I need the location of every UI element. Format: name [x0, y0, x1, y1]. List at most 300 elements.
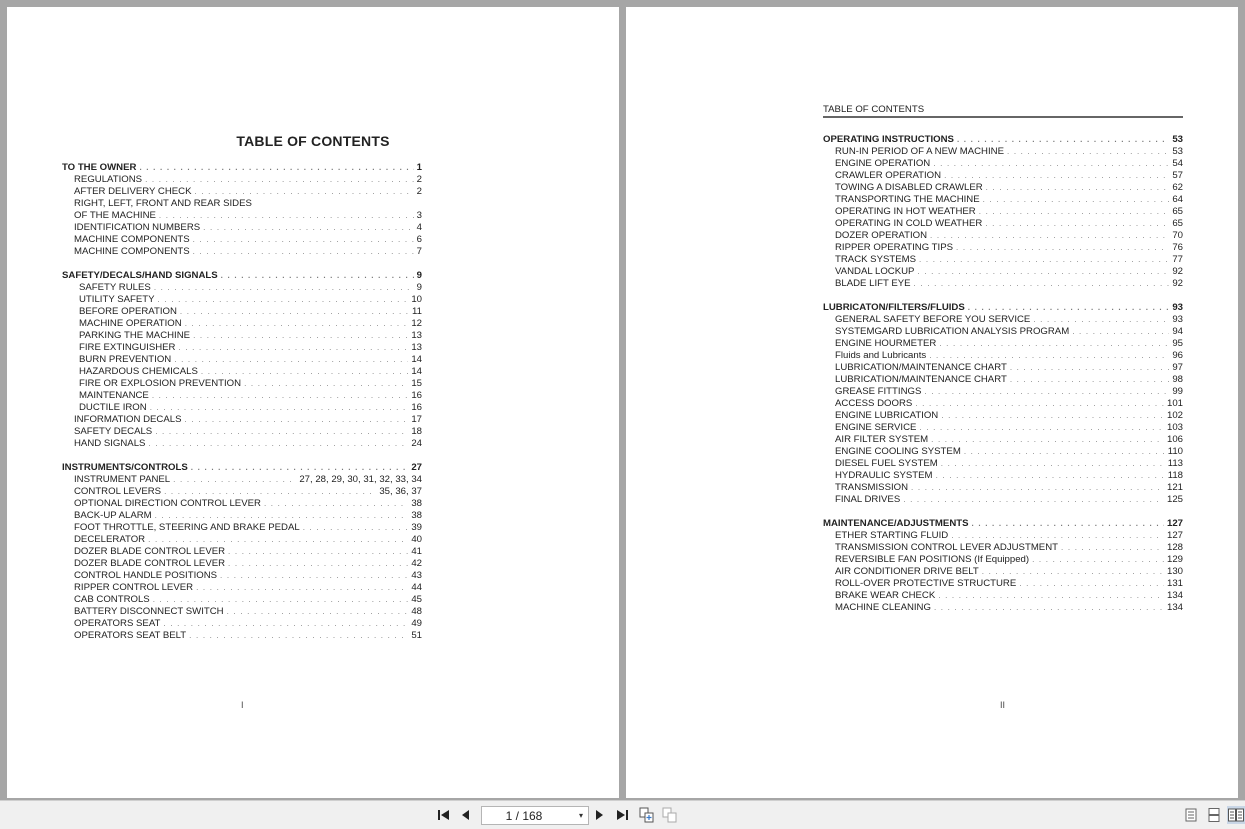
toc-entry[interactable]: [823, 170, 1183, 182]
toc-entry[interactable]: [823, 278, 1183, 290]
dot-leader: [148, 438, 408, 450]
toc-entry-page: 49: [411, 618, 422, 629]
toc-entry-title: ENGINE LUBRICATION: [835, 410, 939, 421]
dot-leader: [180, 306, 409, 318]
toc-entry-page: 101: [1166, 398, 1183, 409]
toc-entry-page: 57: [1172, 170, 1183, 181]
toc-entry[interactable]: [62, 570, 422, 582]
page-number: II: [1000, 700, 1006, 710]
toc-entry-title: AFTER DELIVERY CHECK: [74, 186, 192, 197]
toc-entry[interactable]: [62, 222, 422, 234]
page-title: TABLE OF CONTENTS: [236, 133, 390, 149]
toc-entry[interactable]: [823, 326, 1183, 338]
toc-entry[interactable]: [62, 378, 422, 390]
dot-leader: [228, 558, 408, 570]
toc-entry[interactable]: [823, 482, 1183, 494]
toc-entry-title: RIPPER OPERATING TIPS: [835, 242, 953, 253]
toc-entry-title: IDENTIFICATION NUMBERS: [74, 222, 201, 233]
previous-page-button[interactable]: [456, 805, 476, 825]
dot-leader: [1019, 578, 1164, 590]
dot-leader: [941, 410, 1164, 422]
toc-entry-title: FINAL DRIVES: [835, 494, 901, 505]
toc-entry[interactable]: [62, 246, 422, 258]
toc-section: [62, 162, 422, 258]
toc-entry-page: 96: [1172, 350, 1183, 361]
toc-entry-title: TRANSPORTING THE MACHINE: [835, 194, 980, 205]
toc-entry[interactable]: [62, 330, 422, 342]
toc-entry-page: 128: [1166, 542, 1183, 553]
toc-entry-title: OPERATORS SEAT BELT: [74, 630, 187, 641]
toc-entry-page: 18: [411, 426, 422, 437]
toc-entry-title: REVERSIBLE FAN POSITIONS (If Equipped): [835, 554, 1030, 565]
toc-entry-title: ROLL-OVER PROTECTIVE STRUCTURE: [835, 578, 1017, 589]
toc-entry-page: 65: [1172, 206, 1183, 217]
dot-leader: [194, 186, 413, 198]
toc-entry-title: TO THE OWNER: [62, 162, 137, 173]
last-page-button[interactable]: [612, 805, 632, 825]
toc-entry-page: 2: [416, 186, 422, 197]
toc-entry-title: ENGINE HOURMETER: [835, 338, 937, 349]
toc-entry-title: OPERATING INSTRUCTIONS: [823, 134, 954, 145]
toc-entry-title: REGULATIONS: [74, 174, 143, 185]
two-page-icon: [1228, 808, 1244, 822]
toc-entry-page: 14: [411, 366, 422, 377]
toc-entry-page: 130: [1166, 566, 1183, 577]
toc-entry[interactable]: [823, 158, 1183, 170]
page-number-input[interactable]: [481, 806, 589, 825]
dot-leader: [173, 474, 296, 486]
toc-entry[interactable]: [62, 402, 422, 414]
toc-entry-title: SAFETY RULES: [79, 282, 151, 293]
toc-entry-title: CONTROL LEVERS: [74, 486, 162, 497]
toc-entry[interactable]: [823, 350, 1183, 362]
toc-entry-page: 129: [1166, 554, 1183, 565]
toc-entry[interactable]: [62, 186, 422, 198]
toc-entry[interactable]: [823, 542, 1183, 554]
toc-entry-page: 106: [1166, 434, 1183, 445]
toc-entry[interactable]: [823, 146, 1183, 158]
dot-leader: [933, 158, 1169, 170]
toc-entry-title: FIRE OR EXPLOSION PREVENTION: [79, 378, 242, 389]
toc-entry[interactable]: [62, 594, 422, 606]
dot-leader: [917, 266, 1169, 278]
toc-list: [62, 162, 422, 654]
toc-entry-title: RUN-IN PERIOD OF A NEW MACHINE: [835, 146, 1004, 157]
toc-entry[interactable]: [62, 582, 422, 594]
last-page-icon: [615, 809, 629, 821]
toc-entry-title: MACHINE COMPONENTS: [74, 234, 190, 245]
toc-entry[interactable]: [823, 602, 1183, 614]
dot-leader: [914, 278, 1170, 290]
toc-entry-title: PARKING THE MACHINE: [79, 330, 191, 341]
dot-leader: [244, 378, 408, 390]
toc-entry[interactable]: [823, 566, 1183, 578]
toc-entry-title: DOZER OPERATION: [835, 230, 928, 241]
toc-entry-page: 97: [1172, 362, 1183, 373]
dot-leader: [193, 246, 414, 258]
dot-leader: [163, 618, 408, 630]
dot-leader: [178, 342, 408, 354]
dot-leader: [1007, 146, 1169, 158]
dot-leader: [139, 162, 413, 174]
dot-leader: [939, 338, 1169, 350]
toc-entry[interactable]: [62, 498, 422, 510]
dot-leader: [941, 458, 1165, 470]
toc-entry-page: 134: [1166, 590, 1183, 601]
toc-entry-title: LUBRICATION/MAINTENANCE CHART: [835, 374, 1007, 385]
dot-leader: [191, 462, 409, 474]
toc-entry-title: HAZARDOUS CHEMICALS: [79, 366, 198, 377]
toc-entry[interactable]: [823, 206, 1183, 218]
first-page-button[interactable]: [434, 805, 454, 825]
toc-entry-page: 45: [411, 594, 422, 605]
toc-entry-title: ACCESS DOORS: [835, 398, 913, 409]
toc-entry-page: 10: [411, 294, 422, 305]
toc-entry-page: 9: [416, 282, 422, 293]
add-page-icon: [639, 807, 655, 823]
toc-entry-page: 77: [1172, 254, 1183, 265]
toc-section-heading[interactable]: [823, 518, 1183, 530]
toc-entry[interactable]: [823, 194, 1183, 206]
viewer-toolbar: [0, 800, 1245, 829]
toc-entry[interactable]: [823, 314, 1183, 326]
next-page-button[interactable]: [589, 805, 609, 825]
toc-entry-page: 16: [411, 402, 422, 413]
toc-entry[interactable]: [823, 266, 1183, 278]
toc-entry[interactable]: [62, 486, 422, 498]
toc-section: [823, 134, 1183, 290]
toc-entry-title: TRANSMISSION: [835, 482, 909, 493]
dot-leader: [228, 546, 408, 558]
dot-leader: [1010, 374, 1170, 386]
toc-entry-page: 14: [411, 354, 422, 365]
toc-entry-title: LUBRICATON/FILTERS/FLUIDS: [823, 302, 965, 313]
toc-entry-title: DOZER BLADE CONTROL LEVER: [74, 558, 226, 569]
toc-entry-title: DUCTILE IRON: [79, 402, 147, 413]
toc-entry[interactable]: [823, 458, 1183, 470]
dot-leader: [1010, 362, 1170, 374]
toc-entry-page: 3: [416, 210, 422, 221]
toc-entry-page: 44: [411, 582, 422, 593]
toc-entry[interactable]: [823, 230, 1183, 242]
dot-leader: [203, 222, 414, 234]
toc-entry-page: 4: [416, 222, 422, 233]
toc-list: [823, 134, 1183, 626]
dot-leader: [303, 522, 409, 534]
toc-entry-page: 16: [411, 390, 422, 401]
toc-entry-title: DOZER BLADE CONTROL LEVER: [74, 546, 226, 557]
toc-entry[interactable]: [62, 414, 422, 426]
toc-entry-page: 6: [416, 234, 422, 245]
toc-entry[interactable]: [62, 558, 422, 570]
dot-leader: [193, 234, 414, 246]
toc-entry-title: TRANSMISSION CONTROL LEVER ADJUSTMENT: [835, 542, 1058, 553]
toc-entry-title: SAFETY/DECALS/HAND SIGNALS: [62, 270, 218, 281]
dot-leader: [159, 210, 414, 222]
toc-entry[interactable]: [62, 522, 422, 534]
toc-entry-title: OF THE MACHINE: [74, 210, 156, 221]
dot-leader: [227, 606, 409, 618]
toc-entry[interactable]: [62, 546, 422, 558]
toc-entry-page: 65: [1172, 218, 1183, 229]
toc-entry[interactable]: [62, 474, 422, 486]
dot-leader: [221, 270, 414, 282]
dot-leader: [951, 530, 1164, 542]
toc-entry[interactable]: [823, 410, 1183, 422]
page-indicator: 1 / 168: [505, 808, 543, 823]
toc-entry[interactable]: [823, 338, 1183, 350]
toc-entry[interactable]: [823, 434, 1183, 446]
single-page-view-button[interactable]: [1182, 806, 1200, 824]
toc-entry[interactable]: [823, 554, 1183, 566]
toc-section-heading[interactable]: [62, 270, 422, 282]
toc-entry[interactable]: [823, 530, 1183, 542]
toc-entry[interactable]: [62, 318, 422, 330]
toc-section: [62, 270, 422, 450]
dot-leader: [196, 582, 408, 594]
toc-entry-title: AIR FILTER SYSTEM: [835, 434, 929, 445]
chevron-down-icon[interactable]: ▾: [578, 811, 583, 820]
dot-leader: [919, 254, 1169, 266]
two-page-view-button[interactable]: [1227, 806, 1245, 824]
toc-entry[interactable]: [62, 342, 422, 354]
dot-leader: [964, 446, 1165, 458]
dot-leader: [930, 230, 1169, 242]
toc-entry[interactable]: [62, 426, 422, 438]
dot-leader: [986, 182, 1170, 194]
toc-entry-page: 43: [411, 570, 422, 581]
toc-entry-page: 99: [1172, 386, 1183, 397]
toc-entry-page: 62: [1172, 182, 1183, 193]
toc-entry-title: TRACK SYSTEMS: [835, 254, 917, 265]
dot-leader: [936, 470, 1165, 482]
dot-leader: [919, 422, 1164, 434]
toc-entry-title: UTILITY SAFETY: [79, 294, 155, 305]
dot-leader: [944, 170, 1169, 182]
dot-leader: [979, 206, 1170, 218]
toc-section-heading[interactable]: [823, 302, 1183, 314]
toc-entry-title: OPERATING IN HOT WEATHER: [835, 206, 976, 217]
toc-entry-title: DIESEL FUEL SYSTEM: [835, 458, 938, 469]
toc-entry[interactable]: [62, 174, 422, 186]
toc-entry-page: 76: [1172, 242, 1183, 253]
toc-entry-page: 24: [411, 438, 422, 449]
first-page-icon: [437, 809, 451, 821]
toc-entry-page: 125: [1166, 494, 1183, 505]
dot-leader: [155, 510, 409, 522]
toc-entry[interactable]: [62, 630, 422, 642]
toc-entry-page: 92: [1172, 278, 1183, 289]
toc-entry[interactable]: [62, 438, 422, 450]
toc-entry-title: MACHINE CLEANING: [835, 602, 931, 613]
toc-entry-page: 39: [411, 522, 422, 533]
toc-section: [62, 462, 422, 642]
previous-page-icon: [461, 809, 471, 821]
toc-entry-page: 118: [1167, 470, 1183, 481]
toc-entry-page: 51: [411, 630, 422, 641]
toc-entry-title: OPERATORS SEAT: [74, 618, 161, 629]
toc-entry-title: RIPPER CONTROL LEVER: [74, 582, 194, 593]
toc-section-heading[interactable]: [823, 134, 1183, 146]
toc-section: [823, 518, 1183, 614]
document-page-right: [626, 7, 1238, 798]
toc-section-heading[interactable]: [62, 462, 422, 474]
dot-leader: [934, 602, 1164, 614]
toc-entry[interactable]: [823, 446, 1183, 458]
running-head: TABLE OF CONTENTS: [823, 104, 1183, 118]
dot-leader: [264, 498, 408, 510]
toc-entry[interactable]: [823, 590, 1183, 602]
toc-entry-page: 127: [1166, 518, 1183, 529]
toc-entry-page: 48: [411, 606, 422, 617]
toc-entry-page: 110: [1167, 446, 1183, 457]
dot-leader: [924, 386, 1169, 398]
toc-section-heading[interactable]: [62, 162, 422, 174]
toc-entry-page: 70: [1172, 230, 1183, 241]
page-number: I: [241, 700, 244, 710]
toc-entry[interactable]: [62, 210, 422, 222]
dot-leader: [1072, 326, 1169, 338]
toc-entry-title: ETHER STARTING FLUID: [835, 530, 949, 541]
dot-leader: [957, 134, 1169, 146]
toc-entry[interactable]: [823, 386, 1183, 398]
toc-entry-page: 64: [1172, 194, 1183, 205]
toc-entry-title: MACHINE COMPONENTS: [74, 246, 190, 257]
toc-entry-title: BEFORE OPERATION: [79, 306, 177, 317]
dot-leader: [154, 282, 414, 294]
toc-entry[interactable]: [62, 234, 422, 246]
toc-entry[interactable]: [62, 198, 422, 210]
toc-entry-title: LUBRICATION/MAINTENANCE CHART: [835, 362, 1007, 373]
toc-entry-title: INSTRUMENTS/CONTROLS: [62, 462, 188, 473]
toc-entry-page: 93: [1172, 314, 1183, 325]
toc-entry[interactable]: [823, 578, 1183, 590]
toc-entry-title: HAND SIGNALS: [74, 438, 146, 449]
toc-entry[interactable]: [62, 282, 422, 294]
toc-entry-page: 121: [1166, 482, 1183, 493]
dot-leader: [931, 434, 1164, 446]
next-page-icon: [594, 809, 604, 821]
dot-leader: [148, 534, 408, 546]
toc-entry-page: 27, 28, 29, 30, 31, 32, 33, 34: [299, 474, 422, 485]
toc-entry-page: 2: [416, 174, 422, 185]
toc-entry[interactable]: [823, 494, 1183, 506]
dot-leader: [968, 302, 1170, 314]
dot-leader: [193, 330, 408, 342]
toc-entry-page: 98: [1172, 374, 1183, 385]
toc-entry-page: 7: [416, 246, 422, 257]
toc-entry-title: OPERATING IN COLD WEATHER: [835, 218, 983, 229]
toc-entry-page: 1: [416, 162, 422, 173]
continuous-page-icon: [1208, 808, 1220, 822]
toc-entry-title: ENGINE COOLING SYSTEM: [835, 446, 961, 457]
toc-entry-page: 40: [411, 534, 422, 545]
dot-leader: [155, 426, 408, 438]
toc-entry[interactable]: [62, 366, 422, 378]
toc-entry-title: CONTROL HANDLE POSITIONS: [74, 570, 218, 581]
dot-leader: [1032, 554, 1164, 566]
toc-entry-title: MAINTENANCE/ADJUSTMENTS: [823, 518, 969, 529]
toc-entry-title: OPTIONAL DIRECTION CONTROL LEVER: [74, 498, 261, 509]
toc-entry-page: 113: [1167, 458, 1183, 469]
toc-entry-title: ENGINE SERVICE: [835, 422, 917, 433]
toc-entry[interactable]: [62, 294, 422, 306]
toc-entry[interactable]: [823, 254, 1183, 266]
dot-leader: [982, 566, 1164, 578]
toc-entry-page: 131: [1166, 578, 1183, 589]
toc-entry[interactable]: [62, 354, 422, 366]
toc-entry[interactable]: [62, 618, 422, 630]
duplicate-page-button[interactable]: [660, 805, 680, 825]
toc-entry-title: Fluids and Lubricants: [835, 350, 927, 361]
toc-entry[interactable]: [823, 398, 1183, 410]
dot-leader: [911, 482, 1164, 494]
toc-entry-title: GENERAL SAFETY BEFORE YOU SERVICE: [835, 314, 1031, 325]
toc-entry[interactable]: [823, 182, 1183, 194]
toc-entry-title: SAFETY DECALS: [74, 426, 153, 437]
dot-leader: [929, 350, 1169, 362]
dot-leader: [220, 570, 408, 582]
single-page-icon: [1185, 808, 1197, 822]
toc-entry-page: 93: [1172, 302, 1183, 313]
toc-entry-page: 53: [1172, 134, 1183, 145]
toc-entry[interactable]: [823, 242, 1183, 254]
dot-leader: [152, 390, 409, 402]
toc-entry-page: 11: [412, 306, 422, 317]
toc-entry[interactable]: [62, 390, 422, 402]
toc-entry[interactable]: [823, 422, 1183, 434]
toc-entry[interactable]: [62, 510, 422, 522]
toc-entry[interactable]: [62, 606, 422, 618]
toc-entry-title: SYSTEMGARD LUBRICATION ANALYSIS PROGRAM: [835, 326, 1070, 337]
toc-entry[interactable]: [823, 362, 1183, 374]
toc-entry[interactable]: [62, 306, 422, 318]
toc-section: [823, 302, 1183, 506]
continuous-view-button[interactable]: [1205, 806, 1223, 824]
toc-entry[interactable]: [823, 374, 1183, 386]
toc-entry-page: 53: [1172, 146, 1183, 157]
toc-entry-page: 102: [1166, 410, 1183, 421]
toc-entry-title: DECELERATOR: [74, 534, 146, 545]
toc-entry-title: BACK-UP ALARM: [74, 510, 152, 521]
dot-leader: [185, 318, 409, 330]
toc-entry-title: BURN PREVENTION: [79, 354, 172, 365]
toc-entry-page: 9: [416, 270, 422, 281]
toc-entry[interactable]: [62, 534, 422, 546]
toc-entry-page: 42: [411, 558, 422, 569]
toc-entry-page: 38: [411, 510, 422, 521]
toc-entry-page: 103: [1166, 422, 1183, 433]
toc-entry-page: 54: [1172, 158, 1183, 169]
toc-entry-title: CRAWLER OPERATION: [835, 170, 942, 181]
insert-page-button[interactable]: [637, 805, 657, 825]
toc-entry-page: 134: [1166, 602, 1183, 613]
toc-entry-page: 17: [411, 414, 422, 425]
dot-leader: [158, 294, 409, 306]
toc-entry[interactable]: [823, 218, 1183, 230]
dot-leader: [1061, 542, 1164, 554]
toc-entry-title: INSTRUMENT PANEL: [74, 474, 171, 485]
dot-leader: [985, 218, 1169, 230]
dot-leader: [956, 242, 1169, 254]
toc-entry-title: VANDAL LOCKUP: [835, 266, 915, 277]
toc-entry[interactable]: [823, 470, 1183, 482]
dot-leader: [189, 630, 408, 642]
toc-entry-title: FIRE EXTINGUISHER: [79, 342, 176, 353]
toc-entry-title: INFORMATION DECALS: [74, 414, 182, 425]
dot-leader: [174, 354, 408, 366]
dot-leader: [150, 402, 409, 414]
